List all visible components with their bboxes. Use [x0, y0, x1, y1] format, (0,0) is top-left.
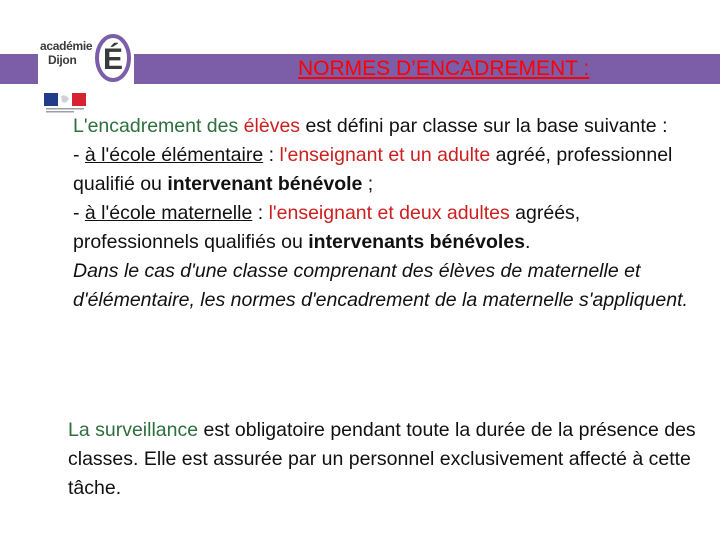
surveillance-term: La surveillance	[68, 419, 199, 441]
mat-qualified: agréés, professionnels qualifiés ou	[73, 202, 581, 253]
republique-francaise-logo	[44, 92, 88, 114]
academie-dijon-logo	[38, 16, 134, 88]
elem-benevole: intervenant bénévole	[167, 173, 363, 195]
page-title: NORMES D’ENCADREMENT :	[298, 57, 590, 80]
intro-part-1: L'encadrement des	[73, 115, 244, 137]
elem-colon: :	[263, 144, 280, 166]
rule-elementaire	[73, 141, 693, 199]
elem-school: à l'école élémentaire	[84, 144, 264, 166]
intro-eleves: élèves	[243, 115, 301, 137]
mat-school: à l'école maternelle	[84, 202, 253, 224]
mat-adults: l'enseignant et deux adultes	[268, 202, 510, 224]
elem-end: ;	[362, 173, 374, 195]
logo-word-academie: académie	[40, 39, 93, 53]
mat-benevoles: intervenants bénévoles	[308, 231, 525, 253]
mat-end: .	[524, 231, 531, 253]
logo-word-dijon: Dijon	[48, 53, 77, 67]
elem-qualified: agréé, professionnel qualifié ou	[73, 144, 673, 195]
logo-letter: É	[102, 43, 124, 76]
academie-e-icon	[94, 24, 134, 84]
mat-dash: -	[73, 202, 85, 224]
elem-adults: l'enseignant et un adulte	[279, 144, 491, 166]
encadrement-rules	[73, 112, 693, 315]
intro-part-3: est défini par classe sur la base suivante :	[300, 115, 668, 137]
mat-colon: :	[252, 202, 269, 224]
rule-mixed-class: Dans le cas d'une classe comprenant des élèves de maternelle et d'élémentaire, les normes d'encadrement de la maternelle s'appliquent.	[73, 260, 688, 311]
surveillance-paragraph	[68, 416, 708, 503]
elem-dash: -	[73, 144, 85, 166]
surveillance-text: est obligatoire pendant toute la durée de la présence des classes. Elle est assurée par un personnel exclusivement affecté à cette tâche.	[68, 419, 696, 499]
rule-maternelle	[73, 199, 693, 257]
rule-intro	[73, 112, 693, 141]
